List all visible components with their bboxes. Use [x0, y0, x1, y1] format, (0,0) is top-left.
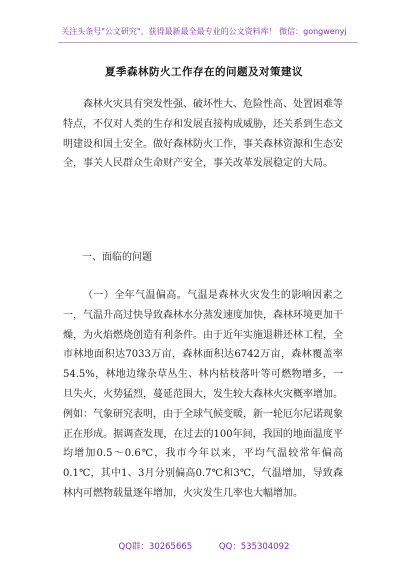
footer-qq: QQ：535304092 — [218, 542, 290, 552]
section-heading: 一、面临的问题 — [82, 252, 152, 263]
document-title: 夏季森林防火工作存在的问题及对策建议 — [105, 66, 303, 78]
paragraph-temperature — [63, 286, 343, 504]
footer-contacts — [0, 540, 408, 552]
footer-qq-group: QQ群：30265665 — [118, 542, 193, 552]
header-banner: 关注头条号"公文研究"，获得最新最全最专业的公文资料库！ 微信：gongwenyj — [61, 27, 347, 36]
header-divider — [58, 42, 358, 43]
intro-text: 森林火灾具有突发性强、破坏性大、危险性高、处置困难等特点，不仅对人类的生存和发展直接构成威胁，还关系到生态文明建设和国土安全。做好森林防火工作，事关森林资源和生态安全，事关人民群众生命财产安全，事关改革发展稳定的大局。 — [63, 99, 343, 170]
paragraph-temperature-text: （一）全年气温偏高。气温是森林火灾发生的影响因素之一，气温升高过快导致森林水分蒸发速度加快，森林环境更加干燥，为火焰燃烧创造有利条件。由于近年实施退耕还林工程，全市林地面积达7033万亩，森林面积达6742万亩，森林覆盖率54.5%，林地边缘杂草丛生、林内枯枝落叶等可燃物增多，一旦失火，火势猛烈，蔓延范围大，发生较大森林火灾概率增加。例如：气象研究表明，由于全球气候变暖，新一轮厄尔尼诺现象正在形成。据调查发现，在过去的100年间，我国的地面温度平均增加0.5～0.6℃，我市今年以来，平均气温较常年偏高0.1℃，其中1、3月分别偏高0.7℃和3℃，气温增加，导致森林内可燃物载量逐年增加，火灾发生几率也大幅增加。 — [63, 290, 343, 499]
intro-paragraph — [63, 95, 343, 174]
